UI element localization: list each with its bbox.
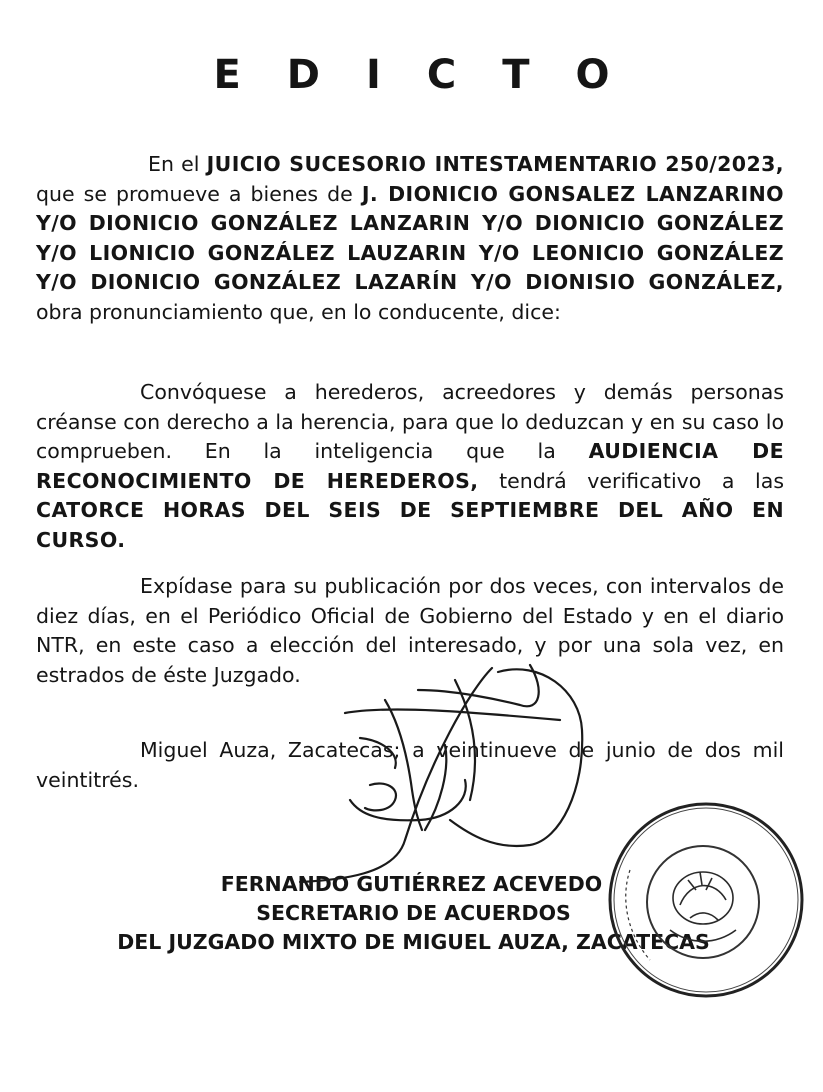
handwritten-signature [300, 665, 582, 882]
coat-of-arms-icon [670, 872, 736, 941]
date-text: Miguel Auza, Zacatecas; a veintinueve de junio de dos mil veintitrés. [36, 738, 784, 792]
hearing-date: CATORCE HORAS DEL SEIS DE SEPTIEMBRE DEL AÑO EN CURSO. [36, 498, 784, 552]
intro-text-1: En el [148, 152, 207, 176]
signatory-position: SECRETARIO DE ACUERDOS [256, 901, 571, 925]
hearing-name: AUDIENCIA DE RECONOCIMIENTO DE HEREDEROS, [36, 439, 784, 493]
case-reference: JUICIO SUCESORIO INTESTAMENTARIO 250/2023, [206, 152, 784, 176]
edict-title: EDICTO [213, 52, 656, 98]
deceased-names: J. DIONICIO GONSALEZ LANZARINO Y/O DIONICIO GONZÁLEZ LANZARIN Y/O DIONICIO GONZÁLEZ Y/O LIONICIO GONZÁLEZ LAUZARIN Y/O LEONICIO GONZÁLEZ Y/O DIONICIO GONZÁLEZ LAZARÍN Y/O DIONISIO GONZÁLEZ, [36, 181, 784, 294]
publication-text: Expídase para su publicación por dos veces, con intervalos de diez días, en el Periódico Oficial de Gobierno del Estado y en el diario NTR, en este caso a elección del interesado, y por una sola vez, en estrados de éste Juzgado. [36, 574, 784, 687]
signatory-court: DEL JUZGADO MIXTO DE MIGUEL AUZA, ZACATECAS [117, 930, 710, 954]
signatory-name: FERNANDO GUTIÉRREZ ACEVEDO [220, 872, 603, 896]
summons-text-2: tendrá verificativo a las [478, 468, 784, 493]
summons-text-1: Convóquese a herederos, acreedores y demás personas créanse con derecho a la herencia, para que lo deduzcan y en su caso lo comprueben. En la inteligencia que la [36, 380, 784, 463]
intro-text-2: que se promueve a bienes de [36, 181, 362, 206]
court-seal [610, 804, 802, 996]
intro-text-3: obra pronunciamiento que, en lo conducente, dice: [36, 299, 561, 324]
